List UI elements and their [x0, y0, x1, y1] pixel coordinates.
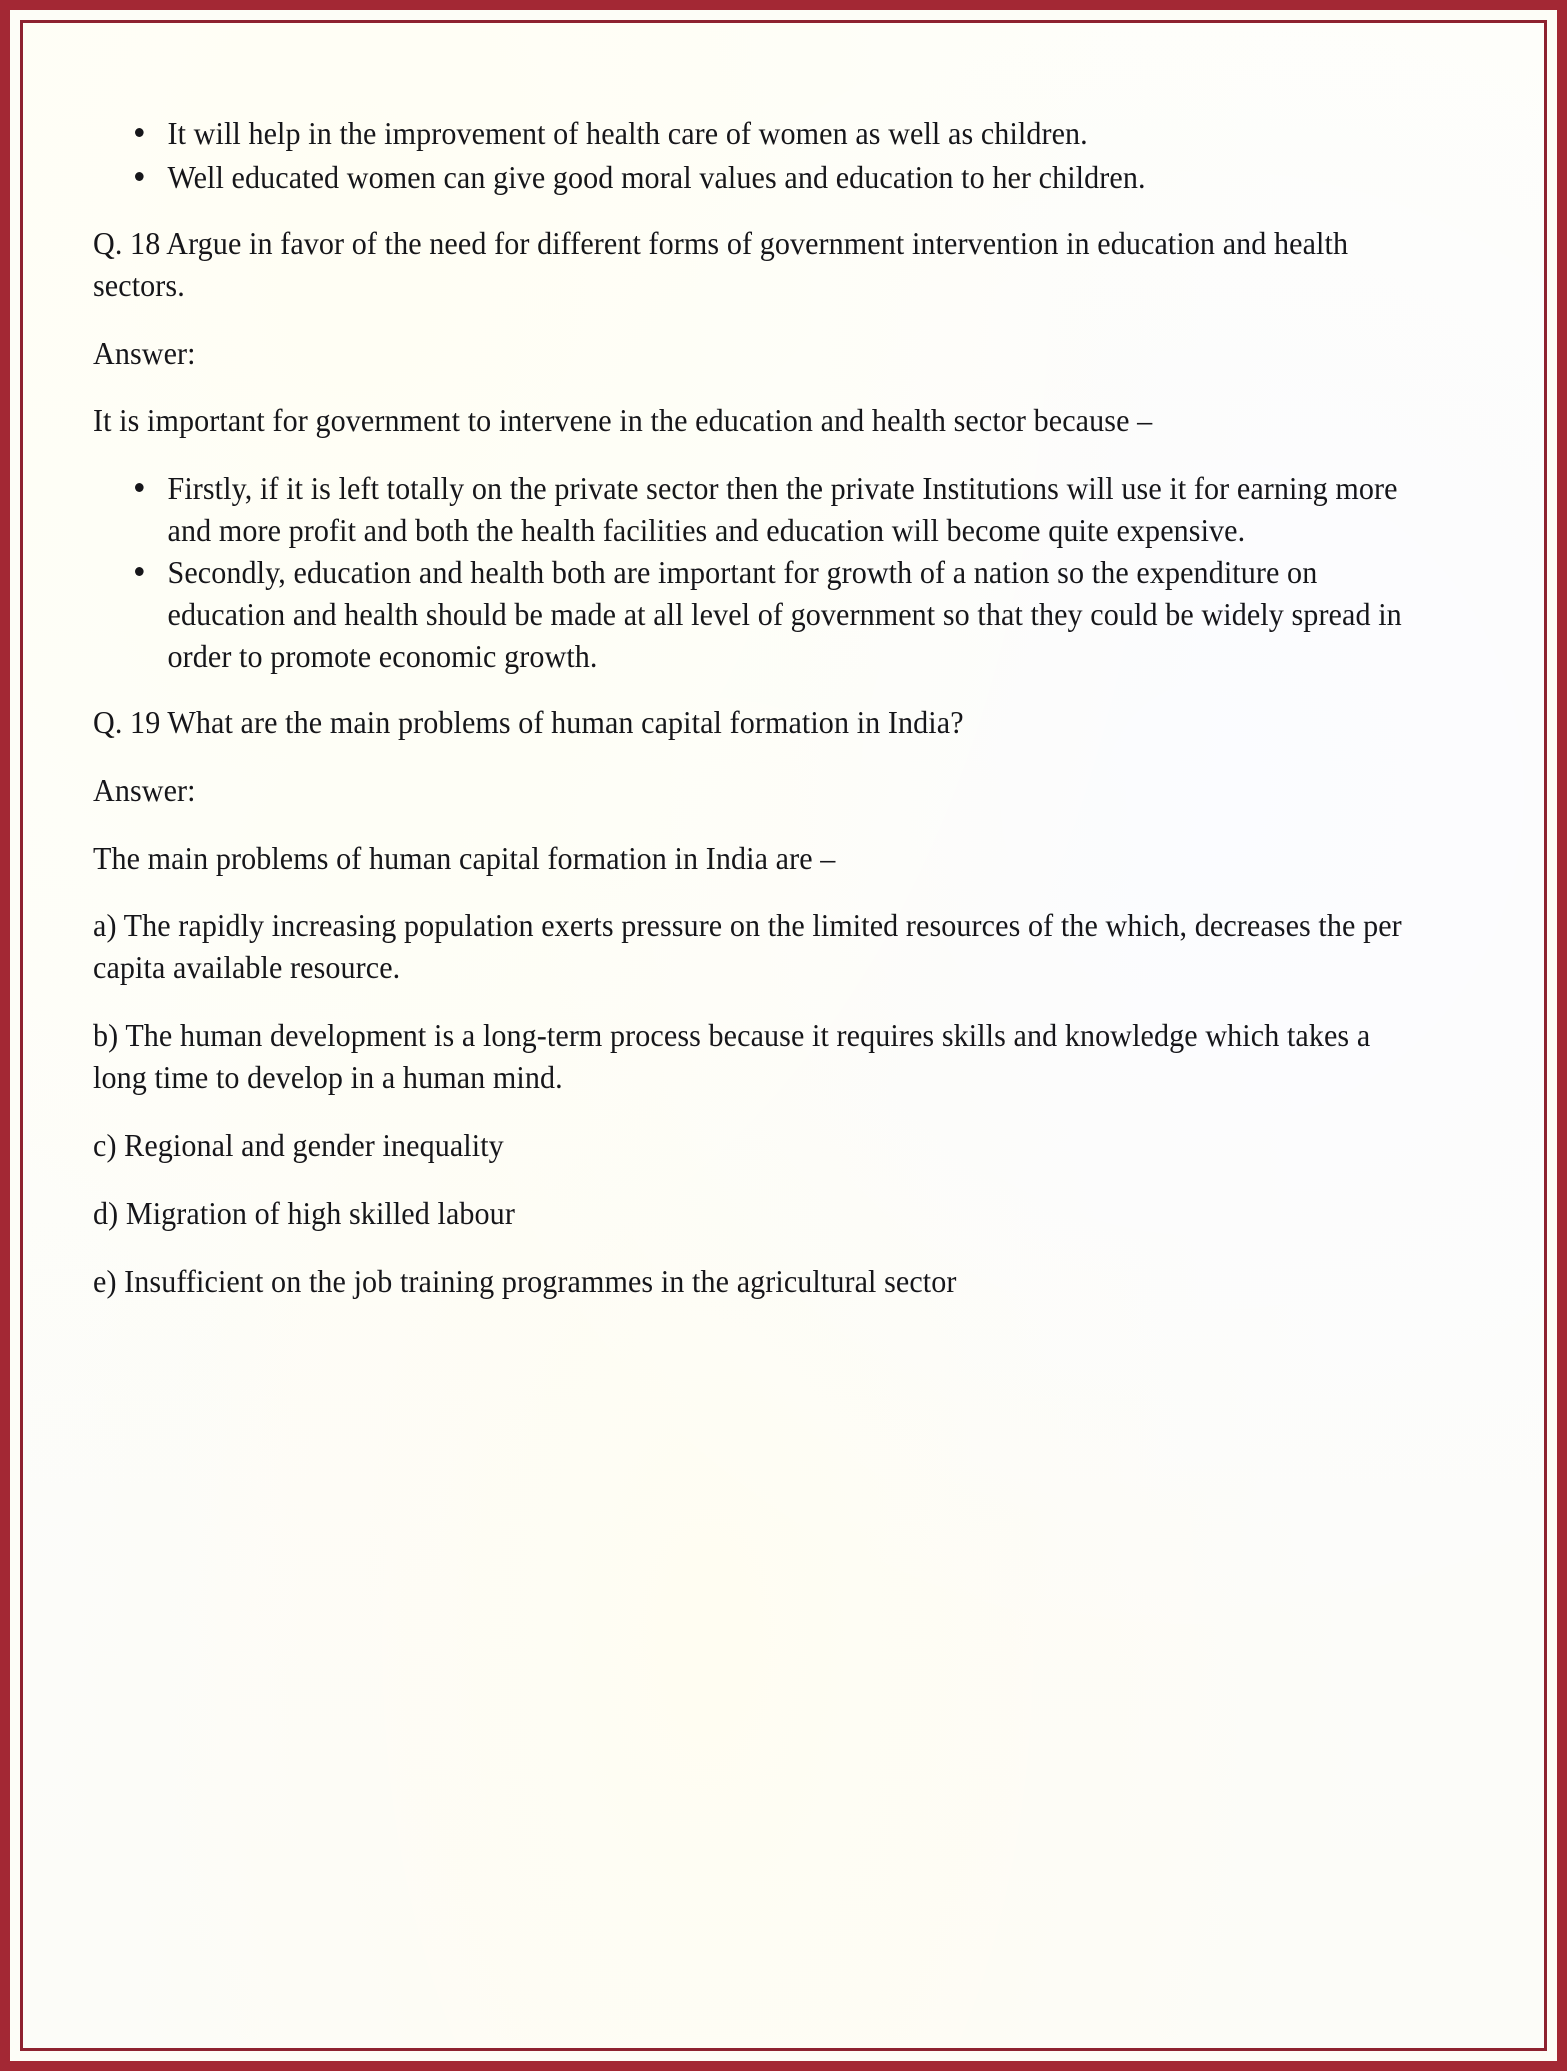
list-item [93, 468, 1412, 552]
bullet-dot-icon [135, 567, 144, 576]
document-content [93, 113, 1412, 1303]
bullet-dot-icon [135, 128, 144, 137]
list-item [93, 113, 1412, 155]
bullet-text: Firstly, if it is left totally on the private sector then the private Institutions will use it for earning more and more profit and both the health facilities and education will become quite expensive. [167, 471, 1398, 549]
question-18-text: Q. 18 Argue in favor of the need for different forms of government intervention in education and health sectors. [93, 225, 1349, 303]
page-inner-rule [20, 20, 1547, 2051]
question-19-point-d: d) Migration of high skilled labour [93, 1195, 515, 1231]
bullet-text: Secondly, education and health both are important for growth of a nation so the expenditure on education and health should be made at all level of government so that they could be widely spread in order to promote economic growth. [167, 555, 1402, 674]
question-18-answer-label: Answer: [93, 335, 196, 371]
top-bullet-list [93, 113, 1412, 199]
question-19-point-c: c) Regional and gender inequality [93, 1128, 504, 1164]
bullet-dot-icon [135, 483, 144, 492]
question-19-answer-label: Answer: [93, 772, 196, 808]
question-19-answer-lead-in: The main problems of human capital formation in India are – [93, 840, 836, 876]
bullet-text: Well educated women can give good moral values and education to her children. [167, 159, 1146, 195]
list-item [93, 157, 1412, 199]
bullet-text: It will help in the improvement of health care of women as well as children. [167, 116, 1088, 151]
bullet-dot-icon [135, 172, 144, 181]
question-18-answer-lead-in: It is important for government to intervene in the education and health sector because – [93, 403, 1153, 439]
question-19-text: Q. 19 What are the main problems of human capital formation in India? [93, 704, 964, 740]
list-item [93, 552, 1412, 678]
page-frame-gutter [10, 10, 1557, 2061]
question-19-point-e: e) Insufficient on the job training programmes in the agricultural sector [93, 1263, 957, 1299]
question-19-point-a: a) The rapidly increasing population exerts pressure on the limited resources of the which, decreases the per capita available resource. [93, 908, 1402, 986]
question-18-answer-bullets [93, 468, 1412, 677]
question-19-point-b: b) The human development is a long-term process because it requires skills and knowledge which takes a long time to develop in a human mind. [93, 1018, 1371, 1096]
scanned-page [23, 23, 1544, 2048]
